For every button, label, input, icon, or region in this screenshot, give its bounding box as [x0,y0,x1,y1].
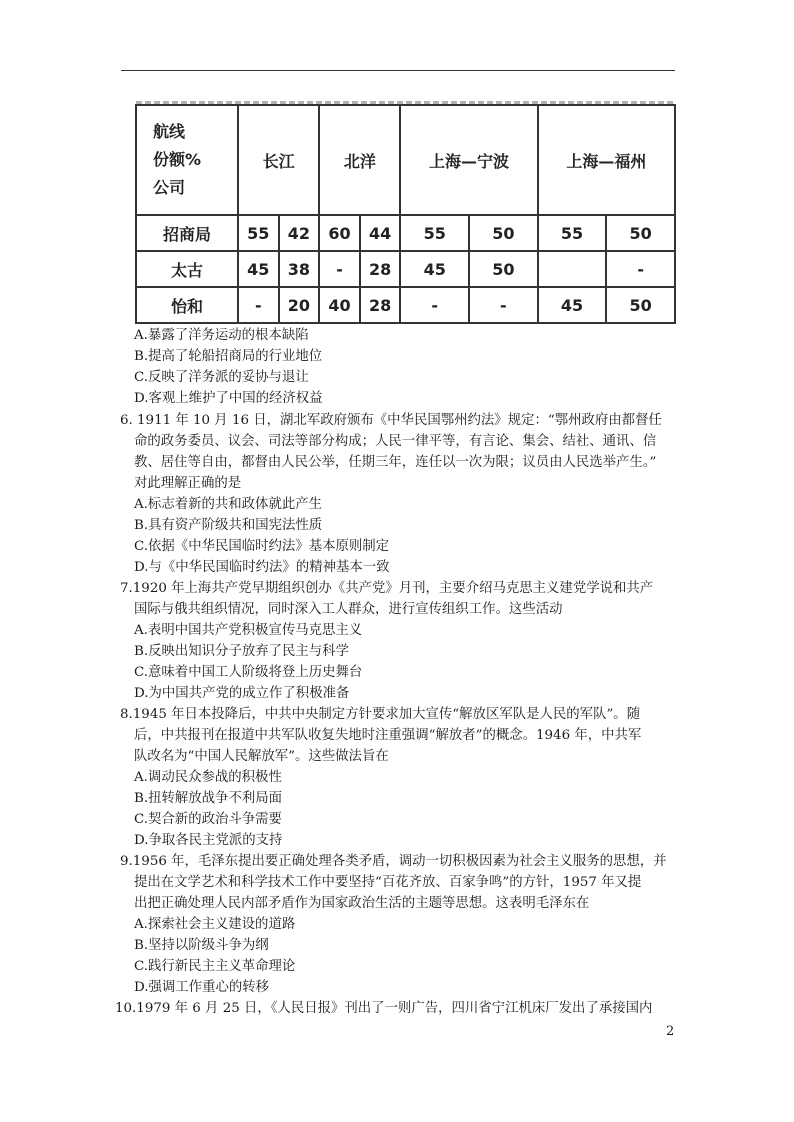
table-cell: - [319,251,360,287]
table-cell [538,251,607,287]
corner-label-company: 公司 [153,178,186,197]
q5-option-c: C.反映了洋务派的妥协与退让 [134,370,309,385]
table-cell: 28 [360,251,401,287]
table-cell: 50 [606,215,675,251]
table-row [136,251,675,287]
q8-option-a: A.调动民众参战的积极性 [134,770,282,785]
table-cell: 42 [279,215,320,251]
q5-option-a: A.暴露了洋务运动的根本缺陷 [134,328,309,343]
table-corner-header [136,105,238,215]
corner-label-share: 份额% [153,150,202,169]
table-cell: 20 [279,287,320,323]
table-cell: - [469,287,538,323]
table-cell: 45 [538,287,607,323]
table-cell: 44 [360,215,401,251]
route-header: 上海—宁波 [400,105,537,215]
shipping-share-table [135,104,676,324]
q9-option-d: D.强调工作重心的转移 [134,980,270,995]
company-name: 太古 [136,251,238,287]
q5-option-d: D.客观上维护了中国的经济权益 [134,391,323,406]
q8-stem-line: 8.1945 年日本投降后，中共中央制定方针要求加大宣传“解放区军队是人民的军队”。随 [120,707,641,722]
q7-stem-line: 国际与俄共组织情况，同时深入工人群众，进行宣传组织工作。这些活动 [134,602,563,617]
table-cell: - [400,287,469,323]
q6-option-c: C.依据《中华民国临时约法》基本原则制定 [134,539,390,554]
table-row [136,287,675,323]
q8-stem-line: 后，中共报刊在报道中共军队收复失地时注重强调“解放者”的概念。1946 年，中共军 [134,728,642,743]
q7-option-d: D.为中国共产党的成立作了积极准备 [134,686,350,701]
table-cell: 45 [238,251,279,287]
q7-option-c: C.意味着中国工人阶级将登上历史舞台 [134,665,363,680]
route-header: 长江 [238,105,319,215]
table-cell: 40 [319,287,360,323]
table-cell: 50 [469,251,538,287]
table-row [136,215,675,251]
q10-stem-line: 10.1979 年 6 月 25 日，《人民日报》刊出了一则广告，四川省宁江机床厂发出了承接国内 [115,1001,653,1016]
q5-option-b: B.提高了轮船招商局的行业地位 [134,349,323,364]
table-cell: 38 [279,251,320,287]
q9-stem-line: 出把正确处理人民内部矛盾作为国家政治生活的主题等思想。这表明毛泽东在 [134,896,590,911]
q8-option-b: B.扭转解放战争不利局面 [134,791,283,806]
q9-stem-line: 9.1956 年，毛泽东提出要正确处理各类矛盾，调动一切积极因素为社会主义服务的思想，并 [120,854,667,869]
q6-stem-line: 命的政务委员、议会、司法等部分构成；人民一律平等，有言论、集会、结社、通讯、信 [134,434,657,449]
table-cell: 55 [538,215,607,251]
q6-option-d: D.与《中华民国临时约法》的精神基本一致 [134,560,390,575]
table-cell: 50 [606,287,675,323]
corner-label-route: 航线 [153,122,186,141]
table-cell: 60 [319,215,360,251]
company-name: 招商局 [136,215,238,251]
page-number: 2 [666,1024,675,1039]
q9-stem-line: 提出在文学艺术和科学技术工作中要坚持“百花齐放、百家争鸣”的方针，1957 年又提 [134,875,642,890]
table-cell: - [606,251,675,287]
q7-option-a: A.表明中国共产党积极宣传马克思主义 [134,623,363,638]
q7-option-b: B.反映出知识分子放弃了民主与科学 [134,644,349,659]
q6-option-a: A.标志着新的共和政体就此产生 [134,497,323,512]
route-header: 北洋 [319,105,400,215]
header-rule [121,70,675,71]
q6-stem-line: 教、居住等自由，都督由人民公举，任期三年，连任以一次为限；议员由人民选举产生。” [134,455,657,470]
table-cell: 50 [469,215,538,251]
table-cell: 45 [400,251,469,287]
company-name: 怡和 [136,287,238,323]
table-cell: 28 [360,287,401,323]
q6-option-b: B.具有资产阶级共和国宪法性质 [134,518,323,533]
table-cell: 55 [238,215,279,251]
q8-option-d: D.争取各民主党派的支持 [134,833,283,848]
q8-stem-line: 队改名为“中国人民解放军”。这些做法旨在 [134,749,389,764]
q9-option-a: A.探索社会主义建设的道路 [134,917,296,932]
q6-stem-line: 6. 1911 年 10 月 16 日，湖北军政府颁布《中华民国鄂州约法》规定：“鄂州政府由都督任 [120,413,662,428]
q9-option-b: B.坚持以阶级斗争为纲 [134,938,269,953]
table-cell: - [238,287,279,323]
q8-option-c: C.契合新的政治斗争需要 [134,812,282,827]
q9-option-c: C.践行新民主主义革命理论 [134,959,296,974]
q7-stem-line: 7.1920 年上海共产党早期组织创办《共产党》月刊，主要介绍马克思主义建党学说和共产 [120,581,654,596]
table-cell: 55 [400,215,469,251]
q6-stem-line: 对此理解正确的是 [134,476,242,491]
route-header: 上海—福州 [538,105,675,215]
